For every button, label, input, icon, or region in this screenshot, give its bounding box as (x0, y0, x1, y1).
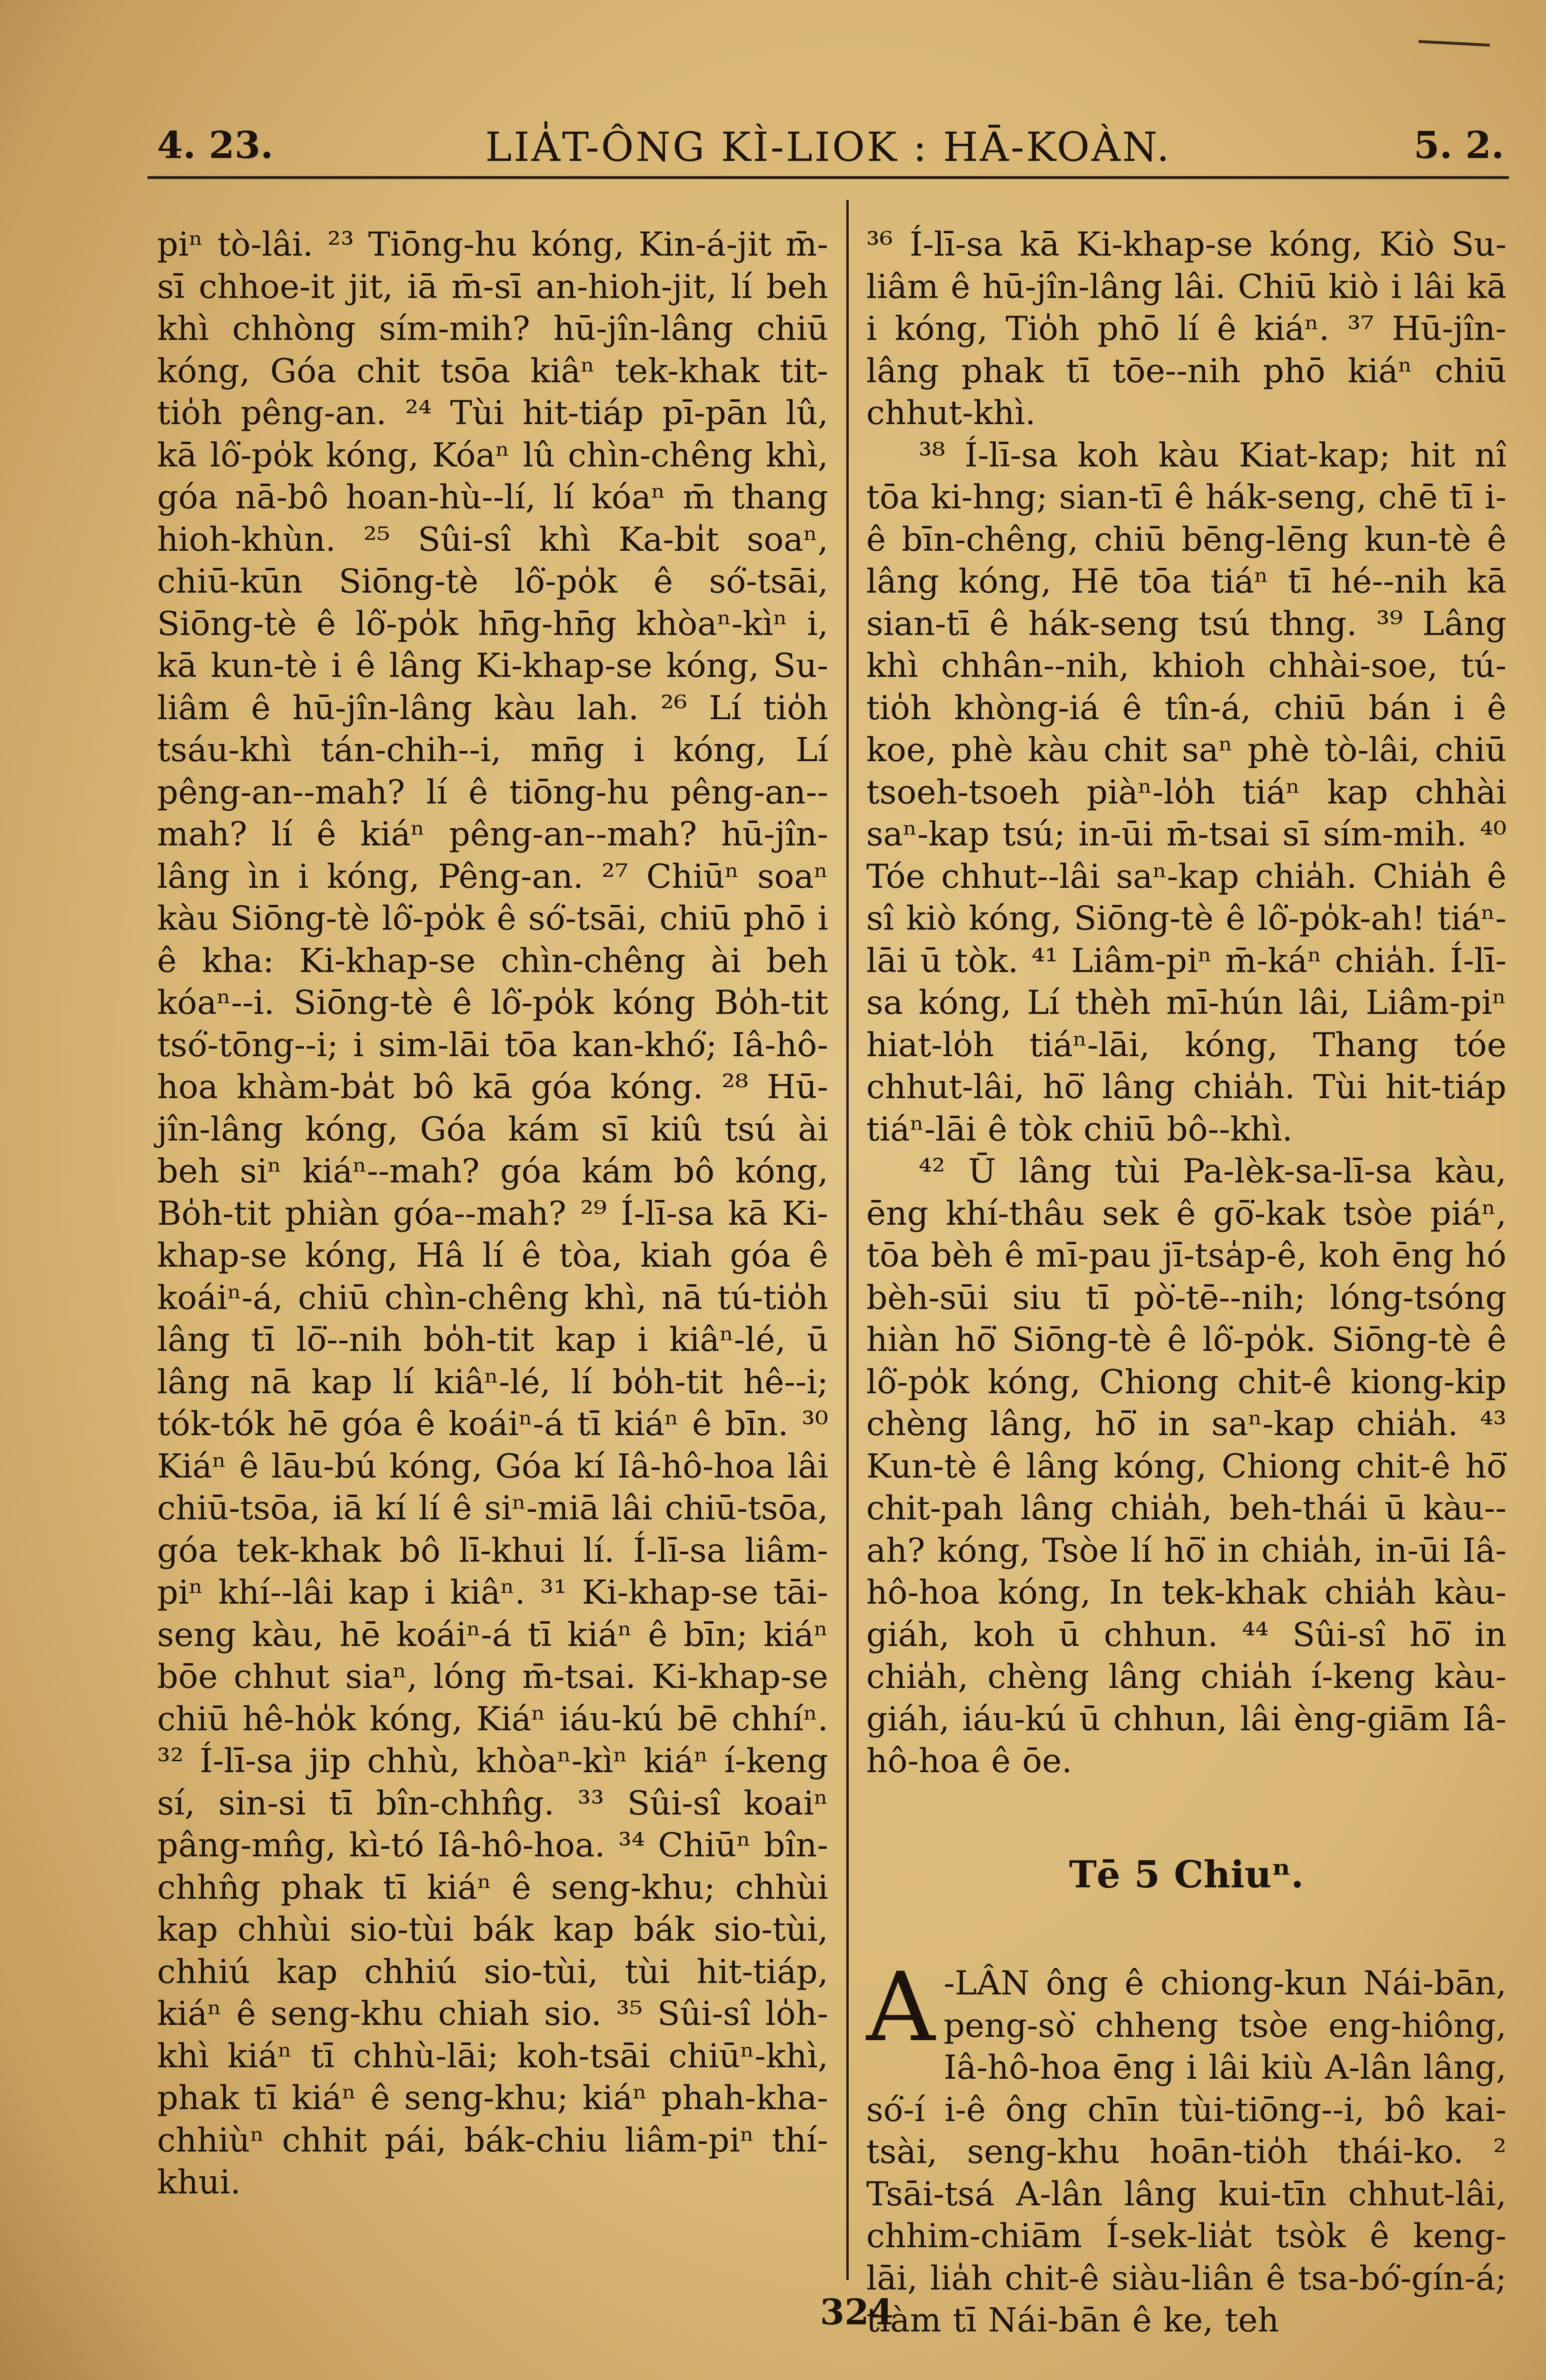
header-title: LIA̍T-ÔNG KÌ-LIOK : HĀ-KOÀN. (485, 124, 1171, 170)
chapter-opening-text: -LÂN ông ê chiong-kun Nái-bān, peng-sò͘ chheng tsòe eng-hiông, Iâ-hô-hoa ēng i lâi kiù A-lân lâng, só͘-í i-ê ông chīn tùi-tiōng--i, bô kai-tsài, seng-khu hoān-tio̍h thái-ko. ² Tsāi-tsá A-lân lâng kui-tīn chhut-lâi, chhim-chiām Í-sek-lia̍t tsòk ê keng-lāi, lia̍h chit-ê siàu-liân ê tsa-bó͘-gín-á; tiàm tī Nái-bān ê ke, teh (866, 1964, 1506, 2340)
header-right-reference: 5. 2. (1413, 124, 1504, 167)
text-paragraph: ³⁸ Í-lī-sa koh kàu Kiat-kap; hit nî tōa ki-hng; sian-tī ê hák-seng, chē tī i-ê bīn-chêng, chiū bēng-lēng kun-tè ê lâng kóng, Hē tōa tiáⁿ tī hé--nih kā sian-tī ê hák-seng tsú thng. ³⁹ Lâng khì chhân--nih, khioh chhài-soe, tú-tio̍h khòng-iá ê tîn-á, chiū bán i ê koe, phè kàu chit saⁿ phè tò-lâi, chiū tsoeh-tsoeh piàⁿ-lo̍h tiáⁿ kap chhài saⁿ-kap tsú; in-ūi m̄-tsai sī sím-mih. ⁴⁰ Tóe chhut--lâi saⁿ-kap chia̍h. Chia̍h ê sî kiò kóng, Siōng-tè ê lô͘-po̍k-ah! tiáⁿ-lāi ū tòk. ⁴¹ Liâm-piⁿ m̄-káⁿ chia̍h. Í-lī-sa kóng, Lí thèh mī-hún lâi, Liâm-piⁿ hiat-lo̍h tiáⁿ-lāi, kóng, Thang tóe chhut-lâi, hō͘ lâng chia̍h. Tùi hit-tiáp tiáⁿ-lāi ê tòk chiū bô--khì. (866, 436, 1506, 1149)
running-header (148, 119, 1509, 179)
chapter-opening-paragraph (866, 1952, 1506, 2342)
column-divider (846, 200, 849, 2280)
text-paragraph: ³⁶ Í-lī-sa kā Ki-khap-se kóng, Kiò Su-liâm ê hū-jîn-lâng lâi. Chiū kiò i lâi kā i kóng, Tio̍h phō lí ê kiáⁿ. ³⁷ Hū-jîn-lâng phak tī tōe--nih phō kiáⁿ chiū chhut-khì. (866, 225, 1506, 432)
left-column (157, 224, 828, 2290)
header-left-reference: 4. 23. (157, 124, 274, 167)
text-paragraph: ⁴² Ū lâng tùi Pa-lèk-sa-lī-sa kàu, ēng khí-thâu sek ê gō͘-kak tsòe piáⁿ, tōa bèh ê mī-pau jī-tsa̍p-ê, koh ēng hó bèh-sūi siu tī pò͘-tē--nih; lóng-tsóng hiàn hō͘ Siōng-tè ê lô͘-po̍k. Siōng-tè ê lô͘-po̍k kóng, Chiong chit-ê kiong-kip chèng lâng, hō͘ in saⁿ-kap chia̍h. ⁴³ Kun-tè ê lâng kóng, Chiong chit-ê hō͘ chit-pah lâng chia̍h, beh-thái ū kàu--ah? kóng, Tsòe lí hō͘ in chia̍h, in-ūi Iâ-hô-hoa kóng, In tek-khak chia̍h kàu-giáh, koh ū chhun. ⁴⁴ Sûi-sî hō͘ in chia̍h, chèng lâng chia̍h í-keng kàu-giáh, iáu-kú ū chhun, lâi èng-giām Iâ-hô-hoa ê ōe. (866, 1152, 1506, 1780)
text-paragraph: piⁿ tò-lâi. ²³ Tiōng-hu kóng, Kin-á-jit m̄-sī chhoe-it jit, iā m̄-sī an-hioh-jit, lí beh khì chhòng sím-mih? hū-jîn-lâng chiū kóng, Góa chit tsōa kiâⁿ tek-khak tit-tio̍h pêng-an. ²⁴ Tùi hit-tiáp pī-pān lû, kā lô͘-po̍k kóng, Kóaⁿ lû chìn-chêng khì, góa nā-bô hoan-hù--lí, lí kóaⁿ m̄ thang hioh-khùn. ²⁵ Sûi-sî khì Ka-bi̍t soaⁿ, chiū-kūn Siōng-tè lô͘-po̍k ê só͘-tsāi, Siōng-tè ê lô͘-po̍k hn̄g-hn̄g khòaⁿ-kìⁿ i, kā kun-tè i ê lâng Ki-khap-se kóng, Su-liâm ê hū-jîn-lâng kàu lah. ²⁶ Lí tio̍h tsáu-khì tán-chih--i, mn̄g i kóng, Lí pêng-an--mah? lí ê tiōng-hu pêng-an--mah? lí ê kiáⁿ pêng-an--mah? hū-jîn-lâng ìn i kóng, Pêng-an. ²⁷ Chiūⁿ soaⁿ kàu Siōng-tè lô͘-po̍k ê só͘-tsāi, chiū phō i ê kha: Ki-khap-se chìn-chêng ài beh kóaⁿ--i. Siōng-tè ê lô͘-po̍k kóng Bo̍h-tit tsó͘-tōng--i; i sim-lāi tōa kan-khó͘; Iâ-hô-hoa khàm-ba̍t bô kā góa kóng. ²⁸ Hū-jîn-lâng kóng, Góa kám sī kiû tsú ài beh siⁿ kiáⁿ--mah? góa kám bô kóng, Bo̍h-tit phiàn góa--mah? ²⁹ Í-lī-sa kā Ki-khap-se kóng, Hâ lí ê tòa, kiah góa ê koáiⁿ-á, chiū chìn-chêng khì, nā tú-tio̍h lâng tī lō͘--nih bo̍h-tit kap i kiâⁿ-lé, ū lâng nā kap lí kiâⁿ-lé, lí bo̍h-tit hê--i; tók-tók hē góa ê koáiⁿ-á tī kiáⁿ ê bīn. ³⁰ Kiáⁿ ê lāu-bú kóng, Góa kí Iâ-hô-hoa lâi chiū-tsōa, iā kí lí ê siⁿ-miā lâi chiū-tsōa, góa tek-khak bô lī-khui lí. Í-lī-sa liâm-piⁿ khí--lâi kap i kiâⁿ. ³¹ Ki-khap-se tāi-seng kàu, hē koáiⁿ-á tī kiáⁿ ê bīn; kiáⁿ bōe chhut siaⁿ, lóng m̄-tsai. Ki-khap-se chiū hê-ho̍k kóng, Kiáⁿ iáu-kú bē chhíⁿ. ³² Í-lī-sa jip chhù, khòaⁿ-kìⁿ kiáⁿ í-keng sí, sin-si tī bîn-chhn̂g. ³³ Sûi-sî koaiⁿ pâng-mn̂g, kì-tó Iâ-hô-hoa. ³⁴ Chiūⁿ bîn-chhn̂g phak tī kiáⁿ ê seng-khu; chhùi kap chhùi sio-tùi bák kap bák sio-tùi, chhiú kap chhiú sio-tùi, tùi hit-tiáp, kiáⁿ ê seng-khu chiah sio. ³⁵ Sûi-sî lo̍h-khì kiáⁿ tī chhù-lāi; koh-tsāi chiūⁿ-khì, phak tī kiáⁿ ê seng-khu; kiáⁿ phah-kha-chhiùⁿ chhit pái, bák-chiu liâm-piⁿ thí-khui. (157, 225, 828, 2202)
right-column (866, 224, 1506, 2340)
chapter-heading: Tē 5 Chiuⁿ. (1069, 1853, 1304, 1896)
margin-mark (1418, 40, 1490, 47)
page-number: 324 (820, 2292, 894, 2333)
drop-cap: A (866, 1952, 935, 2063)
